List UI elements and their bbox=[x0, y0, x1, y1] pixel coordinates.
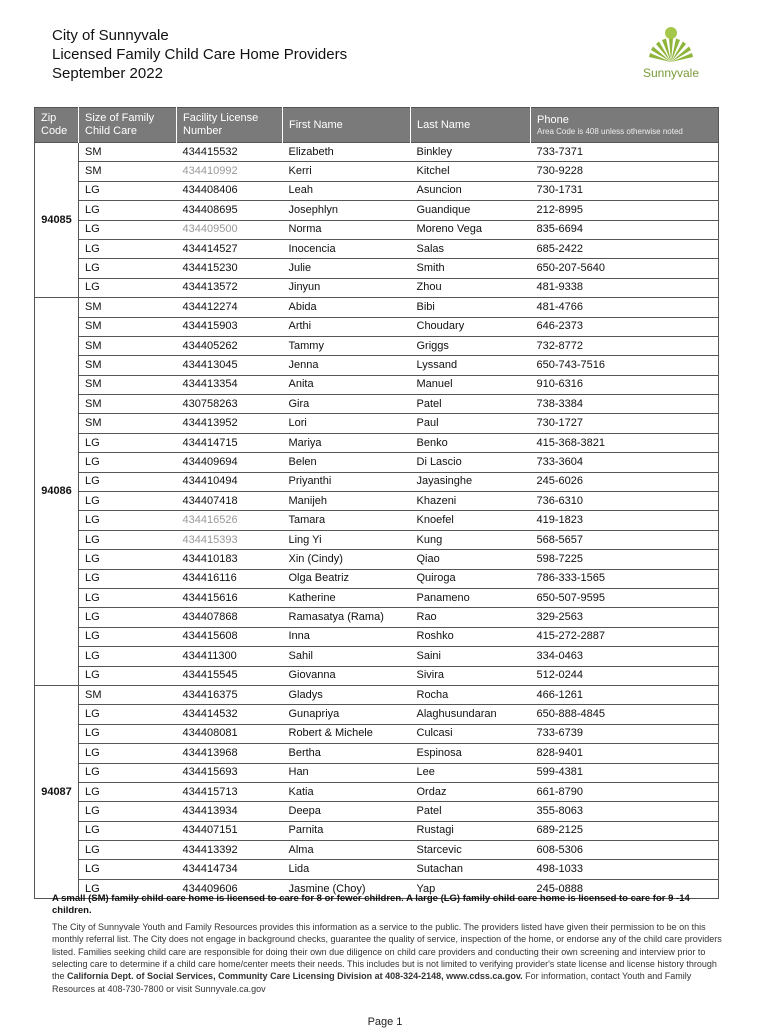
phone-cell: 415-272-2887 bbox=[531, 627, 719, 646]
last-name-cell: Khazeni bbox=[411, 492, 531, 511]
phone-cell: 245-6026 bbox=[531, 472, 719, 491]
zip-code-cell: 94085 bbox=[35, 143, 79, 298]
last-name-cell: Ordaz bbox=[411, 782, 531, 801]
title-city: City of Sunnyvale bbox=[52, 27, 169, 44]
license-cell: 434413968 bbox=[177, 744, 283, 763]
phone-cell: 646-2373 bbox=[531, 317, 719, 336]
first-name-cell: Julie bbox=[283, 259, 411, 278]
license-cell: 434409500 bbox=[177, 220, 283, 239]
phone-cell: 650-743-7516 bbox=[531, 356, 719, 375]
license-cell: 434416375 bbox=[177, 685, 283, 704]
license-cell: 434415693 bbox=[177, 763, 283, 782]
license-cell: 434408081 bbox=[177, 724, 283, 743]
last-name-cell: Moreno Vega bbox=[411, 220, 531, 239]
phone-cell: 730-1727 bbox=[531, 414, 719, 433]
col-last-name: Last Name bbox=[411, 108, 531, 143]
license-cell: 434415608 bbox=[177, 627, 283, 646]
phone-cell: 733-3604 bbox=[531, 453, 719, 472]
last-name-cell: Bibi bbox=[411, 298, 531, 317]
last-name-cell: Sutachan bbox=[411, 860, 531, 879]
size-definition: A small (SM) family child care home is licensed to care for 8 or fewer children. A large (LG) family child care home is licensed to care for 9 -14 children. bbox=[52, 893, 690, 917]
last-name-cell: Guandique bbox=[411, 201, 531, 220]
table-row bbox=[35, 143, 719, 162]
table-row bbox=[35, 860, 719, 879]
size-cell: SM bbox=[79, 143, 177, 162]
phone-cell: 481-4766 bbox=[531, 298, 719, 317]
phone-cell: 685-2422 bbox=[531, 239, 719, 258]
license-cell: 434416526 bbox=[177, 511, 283, 530]
first-name-cell: Mariya bbox=[283, 433, 411, 452]
phone-cell: 828-9401 bbox=[531, 744, 719, 763]
last-name-cell: Culcasi bbox=[411, 724, 531, 743]
phone-cell: 466-1261 bbox=[531, 685, 719, 704]
first-name-cell: Olga Beatriz bbox=[283, 569, 411, 588]
phone-cell: 650-888-4845 bbox=[531, 705, 719, 724]
phone-cell: 730-9228 bbox=[531, 162, 719, 181]
disclaimer-text-1: The City of Sunnyvale Youth and Family Resources provides this information as a service to the public. The providers listed have given their permission to be on this monthly referral list. The City does not engage in background checks, guarantee the quality of service, inspection of the home, or endorse any of the child care providers listed. Families seeking child care are responsible for doing their own due diligence on child care providers and conducting their own screening and interview prior to selecting care to determine if a child care home/center meets their needs. This includes but is not limited to verifying provider's state license and license history through the bbox=[52, 921, 722, 982]
last-name-cell: Kung bbox=[411, 530, 531, 549]
first-name-cell: Katherine bbox=[283, 588, 411, 607]
table-row bbox=[35, 201, 719, 220]
size-cell: LG bbox=[79, 181, 177, 200]
table-row bbox=[35, 763, 719, 782]
first-name-cell: Josephlyn bbox=[283, 201, 411, 220]
first-name-cell: Parnita bbox=[283, 821, 411, 840]
last-name-cell: Binkley bbox=[411, 143, 531, 162]
first-name-cell: Belen bbox=[283, 453, 411, 472]
size-cell: LG bbox=[79, 879, 177, 898]
size-cell: LG bbox=[79, 492, 177, 511]
size-cell: SM bbox=[79, 298, 177, 317]
col-license: Facility License Number bbox=[177, 108, 283, 143]
first-name-cell: Gira bbox=[283, 395, 411, 414]
last-name-cell: Benko bbox=[411, 433, 531, 452]
first-name-cell: Alma bbox=[283, 841, 411, 860]
phone-cell: 835-6694 bbox=[531, 220, 719, 239]
license-cell: 434415230 bbox=[177, 259, 283, 278]
table-row bbox=[35, 375, 719, 394]
table-body bbox=[35, 143, 719, 899]
table-row bbox=[35, 278, 719, 297]
phone-cell: 732-8772 bbox=[531, 336, 719, 355]
phone-cell: 608-5306 bbox=[531, 841, 719, 860]
table-row bbox=[35, 608, 719, 627]
col-first-name: First Name bbox=[283, 108, 411, 143]
last-name-cell: Knoefel bbox=[411, 511, 531, 530]
phone-cell: 786-333-1565 bbox=[531, 569, 719, 588]
last-name-cell: Roshko bbox=[411, 627, 531, 646]
size-cell: LG bbox=[79, 220, 177, 239]
table-row bbox=[35, 588, 719, 607]
first-name-cell: Gladys bbox=[283, 685, 411, 704]
first-name-cell: Jenna bbox=[283, 356, 411, 375]
phone-cell: 910-6316 bbox=[531, 375, 719, 394]
size-cell: SM bbox=[79, 356, 177, 375]
size-cell: LG bbox=[79, 259, 177, 278]
table-row bbox=[35, 647, 719, 666]
zip-code-cell: 94087 bbox=[35, 685, 79, 898]
license-cell: 434413392 bbox=[177, 841, 283, 860]
providers-table bbox=[34, 107, 719, 899]
table-row bbox=[35, 666, 719, 685]
table-row bbox=[35, 395, 719, 414]
col-phone-note: Area Code is 408 unless otherwise noted bbox=[537, 126, 683, 136]
phone-cell: 738-3384 bbox=[531, 395, 719, 414]
license-cell: 434414527 bbox=[177, 239, 283, 258]
size-cell: LG bbox=[79, 627, 177, 646]
license-cell: 430758263 bbox=[177, 395, 283, 414]
license-cell: 434415616 bbox=[177, 588, 283, 607]
table-row bbox=[35, 433, 719, 452]
license-cell: 434412274 bbox=[177, 298, 283, 317]
table-row bbox=[35, 744, 719, 763]
first-name-cell: Manijeh bbox=[283, 492, 411, 511]
size-cell: LG bbox=[79, 472, 177, 491]
phone-cell: 650-207-5640 bbox=[531, 259, 719, 278]
license-cell: 434408406 bbox=[177, 181, 283, 200]
phone-cell: 689-2125 bbox=[531, 821, 719, 840]
first-name-cell: Lida bbox=[283, 860, 411, 879]
license-cell: 434409694 bbox=[177, 453, 283, 472]
license-cell: 434415545 bbox=[177, 666, 283, 685]
last-name-cell: Jayasinghe bbox=[411, 472, 531, 491]
last-name-cell: Patel bbox=[411, 395, 531, 414]
first-name-cell: Robert & Michele bbox=[283, 724, 411, 743]
size-cell: LG bbox=[79, 705, 177, 724]
license-cell: 434413934 bbox=[177, 802, 283, 821]
size-cell: LG bbox=[79, 433, 177, 452]
table-row bbox=[35, 569, 719, 588]
first-name-cell: Inna bbox=[283, 627, 411, 646]
first-name-cell: Priyanthi bbox=[283, 472, 411, 491]
last-name-cell: Rao bbox=[411, 608, 531, 627]
ccld-contact: California Dept. of Social Services, Community Care Licensing Division at 408-324-2148, www.cdss.ca.gov. bbox=[67, 971, 523, 982]
size-cell: LG bbox=[79, 511, 177, 530]
first-name-cell: Anita bbox=[283, 375, 411, 394]
size-cell: LG bbox=[79, 724, 177, 743]
last-name-cell: Lyssand bbox=[411, 356, 531, 375]
first-name-cell: Xin (Cindy) bbox=[283, 550, 411, 569]
last-name-cell: Patel bbox=[411, 802, 531, 821]
first-name-cell: Arthi bbox=[283, 317, 411, 336]
license-cell: 434415393 bbox=[177, 530, 283, 549]
last-name-cell: Choudary bbox=[411, 317, 531, 336]
table-row bbox=[35, 685, 719, 704]
license-cell: 434413952 bbox=[177, 414, 283, 433]
first-name-cell: Abida bbox=[283, 298, 411, 317]
first-name-cell: Norma bbox=[283, 220, 411, 239]
table-row bbox=[35, 298, 719, 317]
size-cell: LG bbox=[79, 278, 177, 297]
phone-cell: 733-7371 bbox=[531, 143, 719, 162]
table-row bbox=[35, 453, 719, 472]
last-name-cell: Rocha bbox=[411, 685, 531, 704]
last-name-cell: Asuncion bbox=[411, 181, 531, 200]
table-row bbox=[35, 181, 719, 200]
license-cell: 434413045 bbox=[177, 356, 283, 375]
license-cell: 434415532 bbox=[177, 143, 283, 162]
size-cell: LG bbox=[79, 453, 177, 472]
phone-cell: 481-9338 bbox=[531, 278, 719, 297]
phone-cell: 512-0244 bbox=[531, 666, 719, 685]
first-name-cell: Bertha bbox=[283, 744, 411, 763]
phone-cell: 245-0888 bbox=[531, 879, 719, 898]
first-name-cell: Sahil bbox=[283, 647, 411, 666]
phone-cell: 568-5657 bbox=[531, 530, 719, 549]
last-name-cell: Kitchel bbox=[411, 162, 531, 181]
license-cell: 434415713 bbox=[177, 782, 283, 801]
table-row bbox=[35, 627, 719, 646]
phone-cell: 212-8995 bbox=[531, 201, 719, 220]
license-cell: 434415903 bbox=[177, 317, 283, 336]
phone-cell: 730-1731 bbox=[531, 181, 719, 200]
size-cell: LG bbox=[79, 201, 177, 220]
size-cell: LG bbox=[79, 744, 177, 763]
last-name-cell: Rustagi bbox=[411, 821, 531, 840]
size-cell: LG bbox=[79, 550, 177, 569]
table-row bbox=[35, 511, 719, 530]
first-name-cell: Katia bbox=[283, 782, 411, 801]
last-name-cell: Quiroga bbox=[411, 569, 531, 588]
size-cell: LG bbox=[79, 841, 177, 860]
phone-cell: 329-2563 bbox=[531, 608, 719, 627]
last-name-cell: Manuel bbox=[411, 375, 531, 394]
size-cell: SM bbox=[79, 414, 177, 433]
license-cell: 434416116 bbox=[177, 569, 283, 588]
license-cell: 434407868 bbox=[177, 608, 283, 627]
title-date: September 2022 bbox=[52, 65, 163, 82]
first-name-cell: Han bbox=[283, 763, 411, 782]
first-name-cell: Tamara bbox=[283, 511, 411, 530]
first-name-cell: Tammy bbox=[283, 336, 411, 355]
phone-cell: 736-6310 bbox=[531, 492, 719, 511]
last-name-cell: Yap bbox=[411, 879, 531, 898]
size-cell: SM bbox=[79, 375, 177, 394]
document-title bbox=[52, 26, 347, 83]
last-name-cell: Zhou bbox=[411, 278, 531, 297]
size-cell: LG bbox=[79, 530, 177, 549]
license-cell: 434407418 bbox=[177, 492, 283, 511]
size-cell: SM bbox=[79, 317, 177, 336]
phone-cell: 415-368-3821 bbox=[531, 433, 719, 452]
license-cell: 434410183 bbox=[177, 550, 283, 569]
license-cell: 434405262 bbox=[177, 336, 283, 355]
license-cell: 434411300 bbox=[177, 647, 283, 666]
last-name-cell: Griggs bbox=[411, 336, 531, 355]
last-name-cell: Starcevic bbox=[411, 841, 531, 860]
size-cell: LG bbox=[79, 608, 177, 627]
license-cell: 434414532 bbox=[177, 705, 283, 724]
first-name-cell: Inocencia bbox=[283, 239, 411, 258]
size-cell: LG bbox=[79, 569, 177, 588]
first-name-cell: Leah bbox=[283, 181, 411, 200]
first-name-cell: Giovanna bbox=[283, 666, 411, 685]
sunburst-logo-icon bbox=[648, 24, 694, 64]
phone-cell: 598-7225 bbox=[531, 550, 719, 569]
size-cell: LG bbox=[79, 802, 177, 821]
table-row bbox=[35, 162, 719, 181]
phone-cell: 334-0463 bbox=[531, 647, 719, 666]
table-row bbox=[35, 782, 719, 801]
last-name-cell: Saini bbox=[411, 647, 531, 666]
last-name-cell: Sivira bbox=[411, 666, 531, 685]
table-row bbox=[35, 356, 719, 375]
col-phone-label: Phone bbox=[537, 113, 569, 126]
table-header-row bbox=[35, 108, 719, 143]
table-row bbox=[35, 705, 719, 724]
table-row bbox=[35, 550, 719, 569]
table-row bbox=[35, 724, 719, 743]
size-cell: SM bbox=[79, 395, 177, 414]
table-row bbox=[35, 472, 719, 491]
size-cell: LG bbox=[79, 860, 177, 879]
col-zip: Zip Code bbox=[35, 108, 79, 143]
col-size: Size of Family Child Care bbox=[79, 108, 177, 143]
license-cell: 434413354 bbox=[177, 375, 283, 394]
title-subject: Licensed Family Child Care Home Providers bbox=[52, 46, 348, 63]
phone-cell: 355-8063 bbox=[531, 802, 719, 821]
first-name-cell: Ling Yi bbox=[283, 530, 411, 549]
last-name-cell: Smith bbox=[411, 259, 531, 278]
last-name-cell: Qiao bbox=[411, 550, 531, 569]
disclaimer-text-2: For information, contact Youth and Family Resources at 408-730-7800 or visit Sunnyvale.ca.gov bbox=[52, 971, 692, 994]
disclaimer bbox=[52, 921, 727, 995]
first-name-cell: Deepa bbox=[283, 802, 411, 821]
license-cell: 434409606 bbox=[177, 879, 283, 898]
size-cell: SM bbox=[79, 336, 177, 355]
size-cell: LG bbox=[79, 239, 177, 258]
table-row bbox=[35, 821, 719, 840]
table-row bbox=[35, 336, 719, 355]
phone-cell: 498-1033 bbox=[531, 860, 719, 879]
table-row bbox=[35, 530, 719, 549]
phone-cell: 661-8790 bbox=[531, 782, 719, 801]
first-name-cell: Gunapriya bbox=[283, 705, 411, 724]
last-name-cell: Espinosa bbox=[411, 744, 531, 763]
sunnyvale-logo bbox=[618, 24, 724, 88]
table-row bbox=[35, 492, 719, 511]
last-name-cell: Paul bbox=[411, 414, 531, 433]
col-phone bbox=[531, 108, 719, 143]
license-cell: 434408695 bbox=[177, 201, 283, 220]
size-cell: LG bbox=[79, 588, 177, 607]
license-cell: 434407151 bbox=[177, 821, 283, 840]
logo-wordmark: Sunnyvale bbox=[642, 66, 700, 80]
size-cell: LG bbox=[79, 666, 177, 685]
size-cell: LG bbox=[79, 821, 177, 840]
first-name-cell: Jinyun bbox=[283, 278, 411, 297]
last-name-cell: Panameno bbox=[411, 588, 531, 607]
notes bbox=[52, 893, 727, 995]
table-row bbox=[35, 802, 719, 821]
first-name-cell: Ramasatya (Rama) bbox=[283, 608, 411, 627]
first-name-cell: Kerri bbox=[283, 162, 411, 181]
table-row bbox=[35, 220, 719, 239]
table-row bbox=[35, 841, 719, 860]
phone-cell: 419-1823 bbox=[531, 511, 719, 530]
size-cell: LG bbox=[79, 763, 177, 782]
license-cell: 434414734 bbox=[177, 860, 283, 879]
last-name-cell: Alaghusundaran bbox=[411, 705, 531, 724]
size-cell: LG bbox=[79, 782, 177, 801]
last-name-cell: Lee bbox=[411, 763, 531, 782]
first-name-cell: Jasmine (Choy) bbox=[283, 879, 411, 898]
last-name-cell: Salas bbox=[411, 239, 531, 258]
phone-cell: 650-507-9595 bbox=[531, 588, 719, 607]
phone-cell: 733-6739 bbox=[531, 724, 719, 743]
size-cell: LG bbox=[79, 647, 177, 666]
page-number: Page 1 bbox=[367, 1016, 403, 1028]
table-row bbox=[35, 414, 719, 433]
zip-code-cell: 94086 bbox=[35, 298, 79, 686]
license-cell: 434413572 bbox=[177, 278, 283, 297]
table-row bbox=[35, 259, 719, 278]
size-cell: SM bbox=[79, 162, 177, 181]
size-cell: SM bbox=[79, 685, 177, 704]
table-row bbox=[35, 317, 719, 336]
last-name-cell: Di Lascio bbox=[411, 453, 531, 472]
table-row bbox=[35, 239, 719, 258]
license-cell: 434410494 bbox=[177, 472, 283, 491]
first-name-cell: Elizabeth bbox=[283, 143, 411, 162]
license-cell: 434410992 bbox=[177, 162, 283, 181]
first-name-cell: Lori bbox=[283, 414, 411, 433]
license-cell: 434414715 bbox=[177, 433, 283, 452]
phone-cell: 599-4381 bbox=[531, 763, 719, 782]
